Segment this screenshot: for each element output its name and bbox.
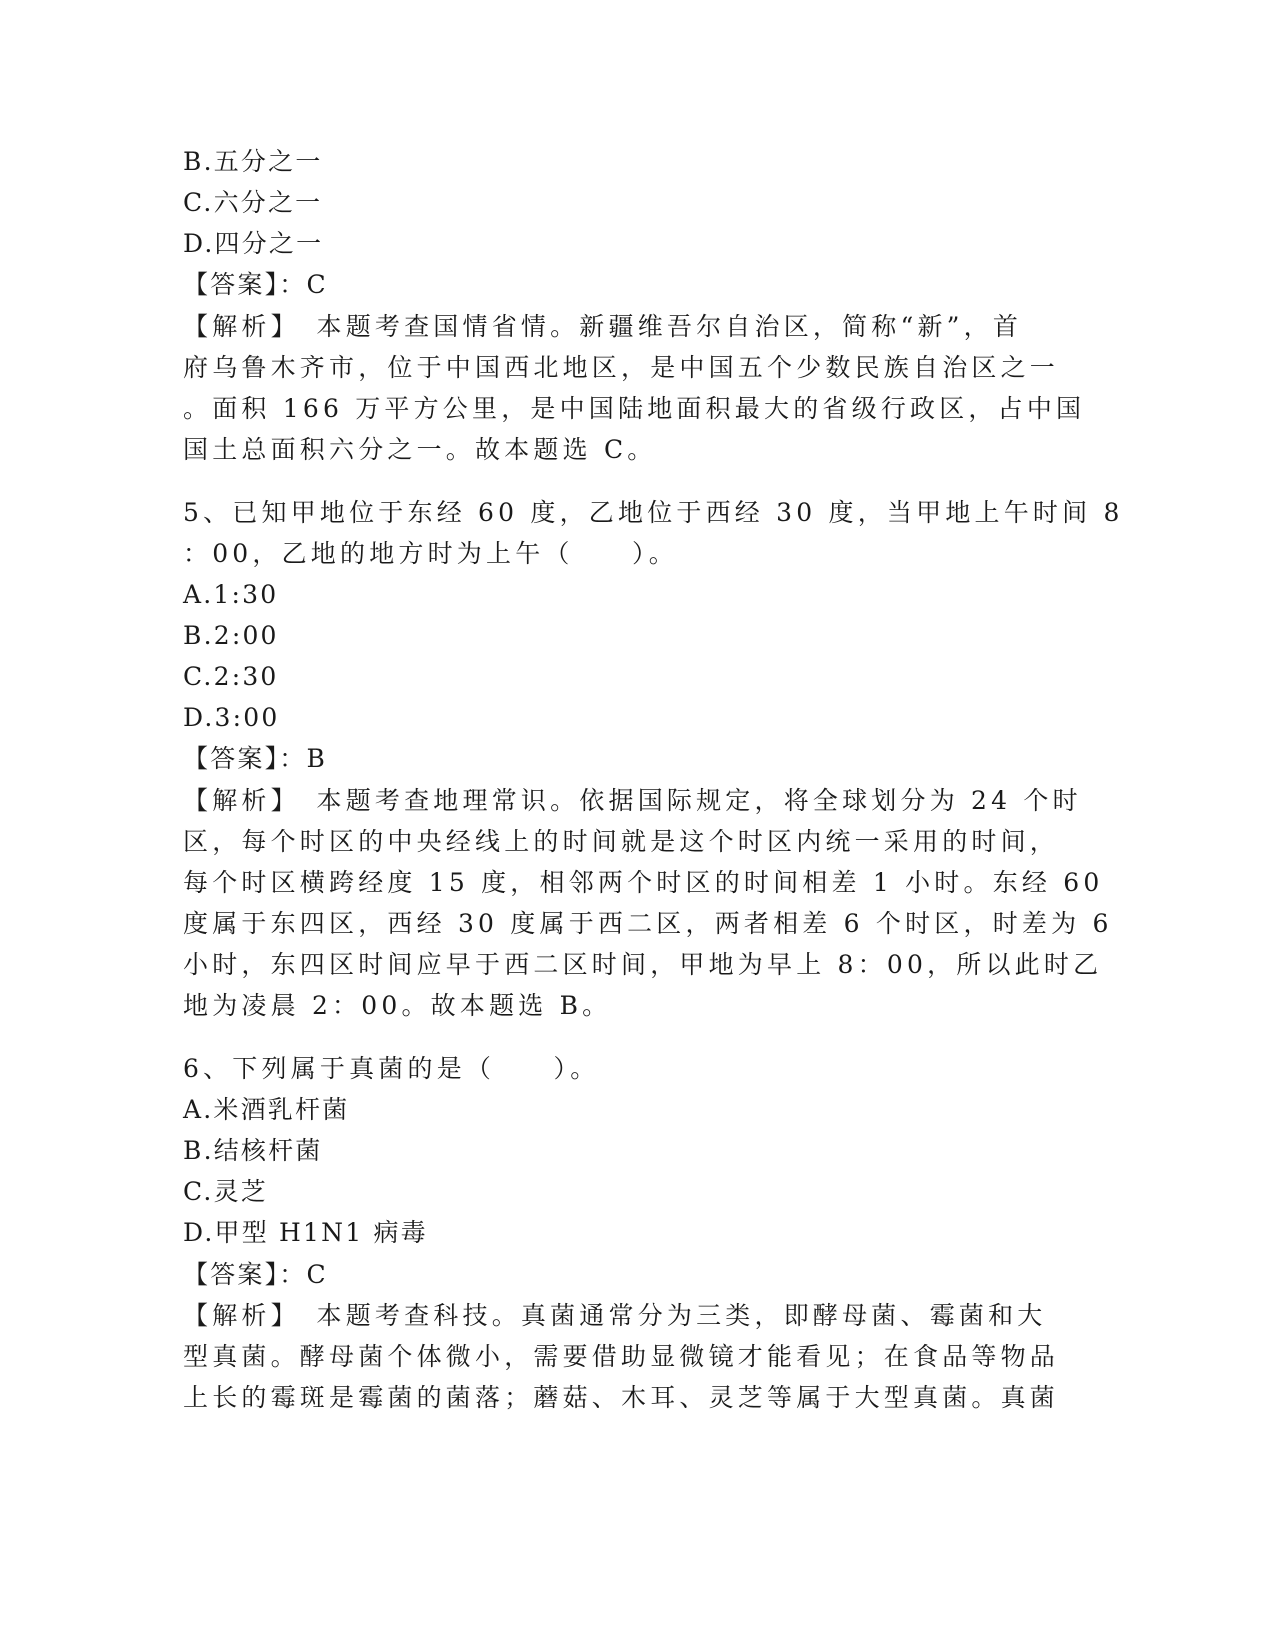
q6-analysis-line-1: 【解析】 本题考查科技。真菌通常分为三类，即酵母菌、霉菌和大 [183,1301,1047,1330]
q5-question-line-2: ：00，乙地的地方时为上午（ ）。 [183,539,678,568]
q5-analysis-line-5: 小时，东四区时间应早于西二区时间，甲地为早上 8：00，所以此时乙 [183,950,1103,979]
q6-option-b: B.结核杆菌 [183,1136,323,1165]
q5-option-c: C.2:30 [183,662,279,691]
q6-analysis-line-2: 型真菌。酵母菌个体微小，需要借助显微镜才能看见；在食品等物品 [183,1342,1060,1371]
q6-analysis-line-3: 上长的霉斑是霉菌的菌落；蘑菇、木耳、灵芝等属于大型真菌。真菌 [183,1383,1060,1412]
q4-option-b: B.五分之一 [183,147,323,176]
q6-question-line-1: 6、下列属于真菌的是（ ）。 [183,1054,600,1083]
q4-analysis-line-3: 。面积 166 万平方公里，是中国陆地面积最大的省级行政区，占中国 [183,394,1086,423]
q6-option-c: C.灵芝 [183,1177,268,1206]
q5-answer: 【答案】：B [183,744,328,773]
q5-option-b: B.2:00 [183,621,279,650]
q4-analysis-line-2: 府乌鲁木齐市，位于中国西北地区，是中国五个少数民族自治区之一 [183,353,1060,382]
q5-analysis-line-6: 地为凌晨 2：00。故本题选 B。 [183,991,612,1020]
q4-analysis-line-1: 【解析】 本题考查国情省情。新疆维吾尔自治区，简称“新”，首 [183,312,1023,341]
q4-option-c: C.六分之一 [183,188,323,217]
q5-analysis-line-1: 【解析】 本题考查地理常识。依据国际规定，将全球划分为 24 个时 [183,786,1082,815]
q6-option-a: A.米酒乳杆菌 [183,1095,350,1124]
q4-option-d: D.四分之一 [183,229,324,258]
q4-analysis-line-4: 国土总面积六分之一。故本题选 C。 [183,435,657,464]
q6-option-d: D.甲型 H1N1 病毒 [183,1218,428,1247]
q4-answer: 【答案】：C [183,270,328,299]
q5-question-line-1: 5、已知甲地位于东经 60 度，乙地位于西经 30 度，当甲地上午时间 8 [183,498,1124,527]
q6-answer: 【答案】：C [183,1260,328,1289]
q5-analysis-line-2: 区，每个时区的中央经线上的时间就是这个时区内统一采用的时间， [183,827,1060,856]
q5-option-a: A.1:30 [183,580,279,609]
q5-analysis-line-4: 度属于东四区，西经 30 度属于西二区，两者相差 6 个时区，时差为 6 [183,909,1113,938]
q5-analysis-line-3: 每个时区横跨经度 15 度，相邻两个时区的时间相差 1 小时。东经 60 [183,868,1104,897]
q5-option-d: D.3:00 [183,703,280,732]
